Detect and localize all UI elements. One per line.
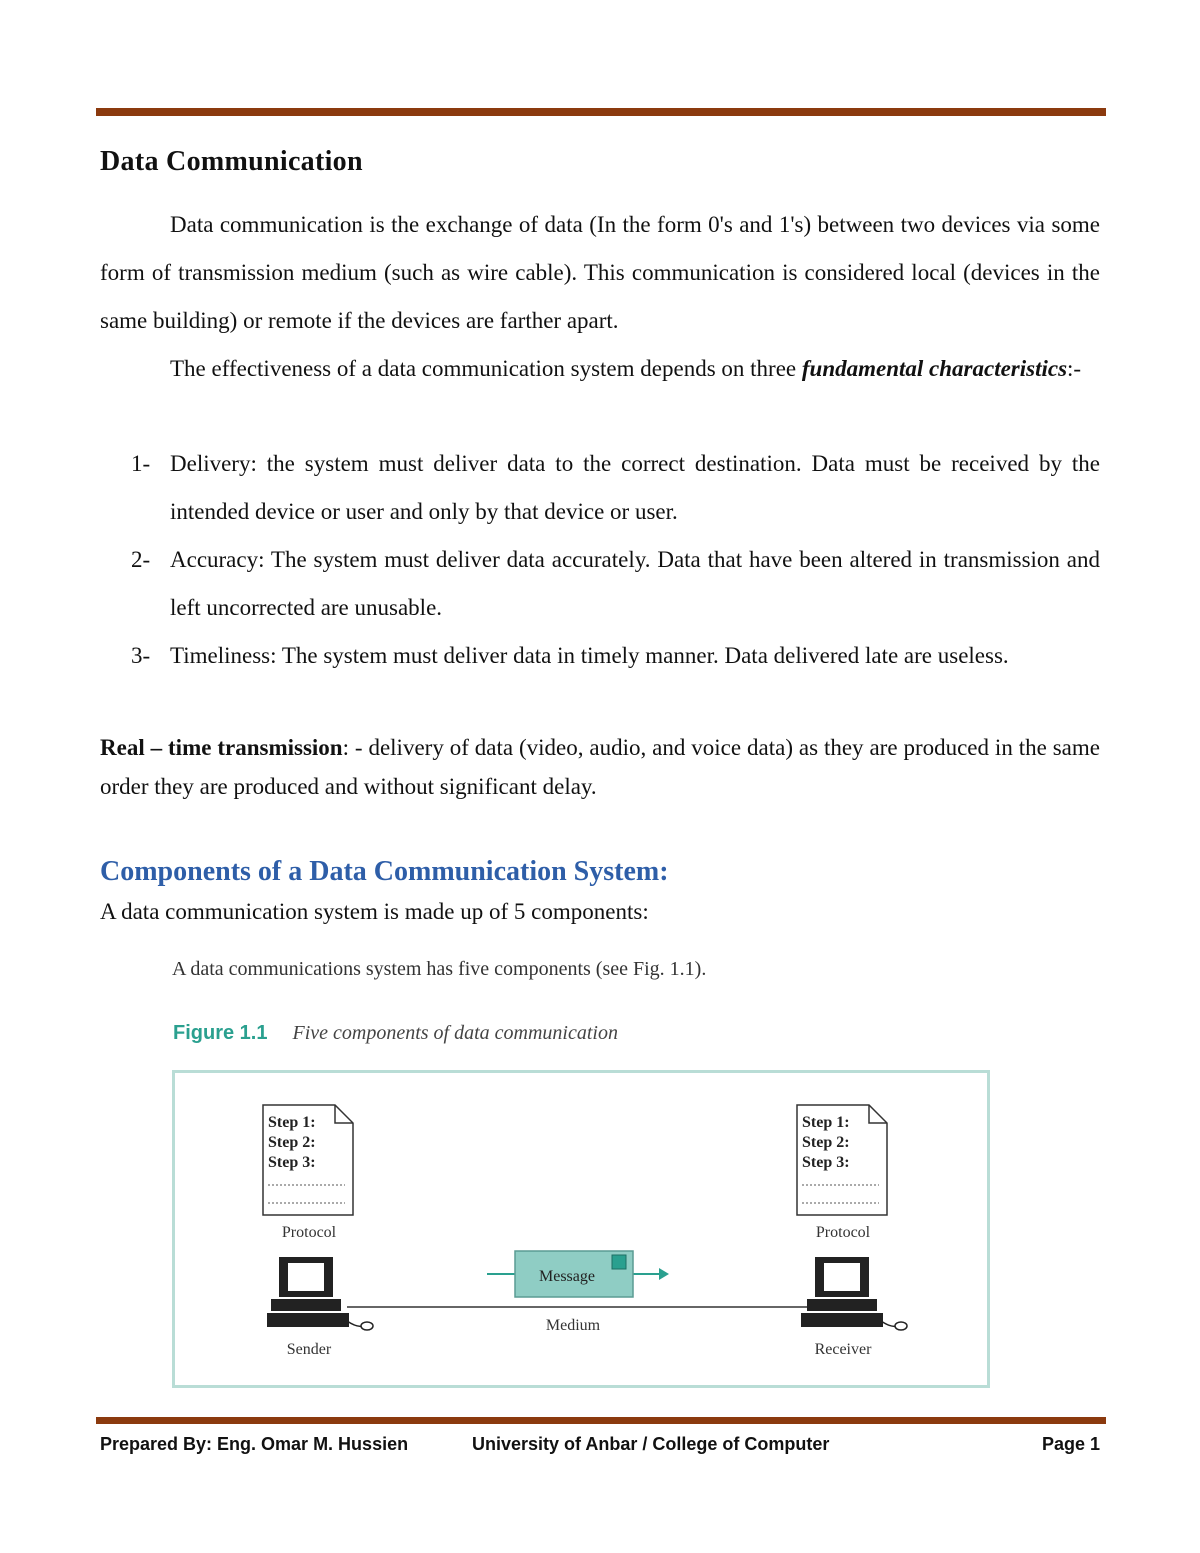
realtime-term: Real – time transmission: [100, 735, 343, 760]
message-box-icon: [612, 1255, 626, 1269]
receiver-protocol-label: Protocol: [815, 1224, 871, 1241]
footer-page-number: Page 1: [1041, 1434, 1100, 1454]
intro-section: [100, 201, 1100, 388]
intro-paragraph-2: [100, 350, 1100, 388]
realtime-definition: : - delivery of data (video, audio, and voice data) as they are produced in the same order they are produced and without significant delay.: [100, 735, 1100, 799]
fundamental-term: fundamental characteristics: [801, 356, 1068, 381]
message-label: Message: [539, 1268, 595, 1285]
sender-step-1: Step 1:: [268, 1114, 316, 1131]
receiver-computer-icon: [801, 1257, 907, 1330]
footer-rule: [96, 1417, 1106, 1424]
list-item-number: 1-: [131, 451, 151, 476]
list-item-number: 3-: [131, 643, 151, 668]
sender-protocol-label: Protocol: [281, 1224, 337, 1241]
medium-label: Medium: [545, 1317, 601, 1334]
figure-caption: A data communications system has five components (see Fig. 1.1).: [172, 958, 707, 980]
figure-title: Five components of data communication: [292, 1022, 618, 1044]
fundamental-suffix: :-: [1067, 356, 1082, 381]
receiver-label: Receiver: [814, 1341, 872, 1358]
sender-label: Sender: [286, 1341, 332, 1358]
page-title: Data Communication: [100, 146, 363, 177]
list-item: [131, 440, 1100, 536]
receiver-step-2: Step 2:: [802, 1134, 850, 1151]
sender-step-3: Step 3:: [268, 1154, 316, 1171]
figure-number: Figure 1.1: [173, 1022, 268, 1044]
components-intro: A data communication system is made up of 5 components:: [100, 899, 649, 924]
receiver-step-1: Step 1:: [802, 1114, 850, 1131]
figure-diagram: [172, 1070, 990, 1388]
intro-paragraph-1: Data communication is the exchange of data (In the form 0's and 1's) between two devices via some form of transmission medium (such as wire cable). This communication is considered local (devices in the same building) or remote if the devices are farther apart.: [100, 212, 1100, 333]
list-item: [131, 632, 1100, 680]
components-heading: Components of a Data Communication System:: [100, 856, 669, 887]
list-item-text: Accuracy: The system must deliver data accurately. Data that have been altered in transmission and left uncorrected are unusable.: [170, 547, 1100, 620]
receiver-protocol-document: [797, 1105, 887, 1215]
characteristics-list: [131, 440, 1100, 680]
sender-computer-icon: [267, 1257, 373, 1330]
list-item-text: Delivery: the system must deliver data to the correct destination. Data must be received by the intended device or user and only by that device or user.: [170, 451, 1100, 524]
list-item-number: 2-: [131, 547, 151, 572]
header-rule: [96, 108, 1106, 116]
footer-author: Prepared By: Eng. Omar M. Hussien: [100, 1434, 409, 1454]
receiver-step-3: Step 3:: [802, 1154, 850, 1171]
sender-step-2: Step 2:: [268, 1134, 316, 1151]
figure-label: [173, 1022, 618, 1045]
realtime-paragraph: [100, 728, 1100, 806]
components-diagram: [175, 1073, 987, 1385]
footer-institution: University of Anbar / College of Computer: [472, 1434, 830, 1454]
intro-paragraph-2-text: The effectiveness of a data communication system depends on three: [170, 356, 797, 381]
list-item: [131, 536, 1100, 632]
list-item-text: Timeliness: The system must deliver data in timely manner. Data delivered late are useless.: [170, 643, 1009, 668]
sender-protocol-document: [263, 1105, 353, 1215]
realtime-section: [100, 728, 1100, 806]
